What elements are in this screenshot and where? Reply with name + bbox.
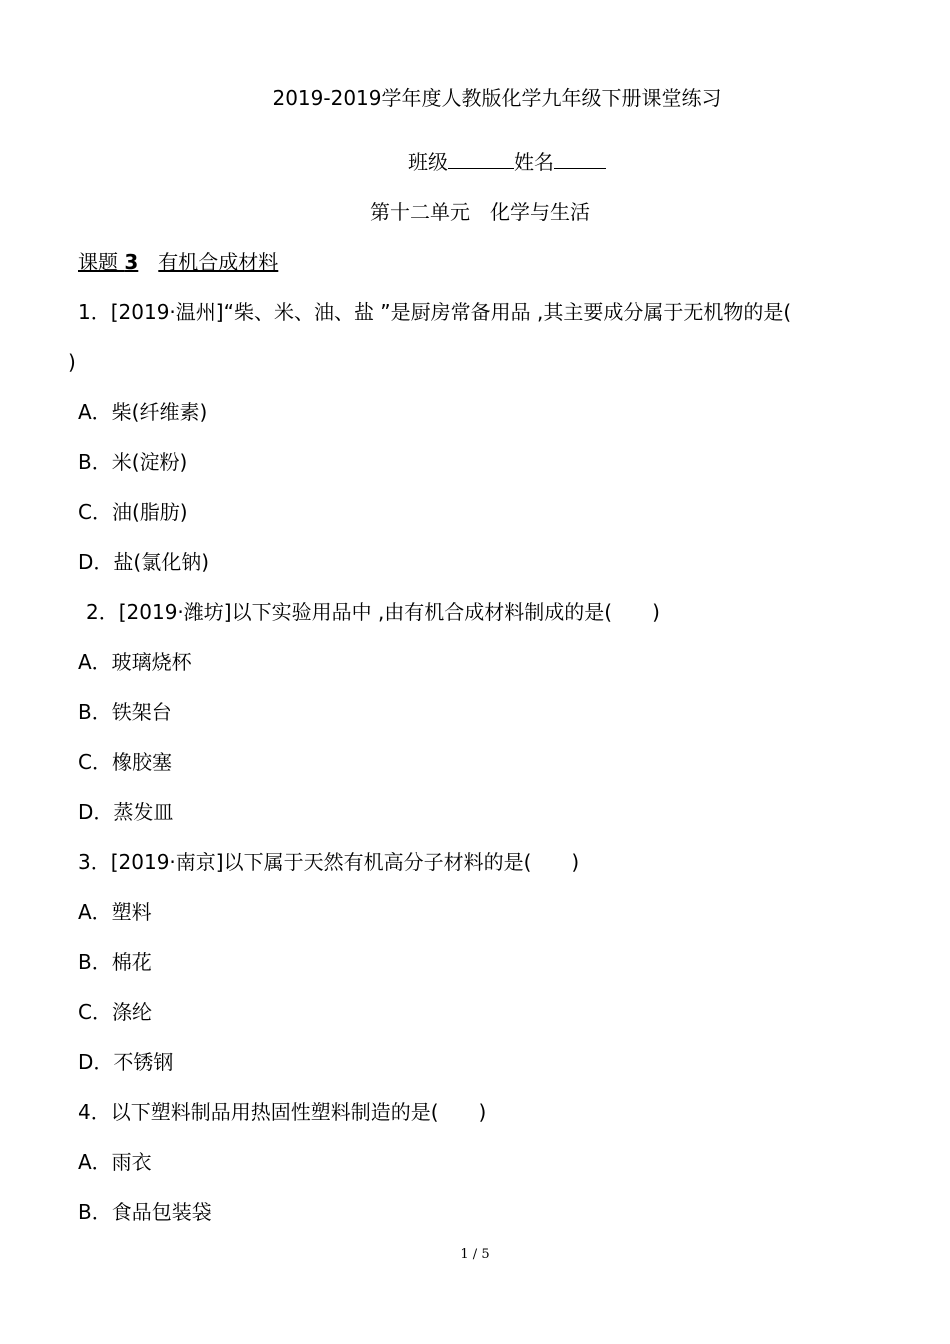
- question-2-option-a: A．玻璃烧杯: [78, 650, 192, 674]
- question-2-option-d: D．蒸发皿: [78, 800, 174, 824]
- question-1-option-c: C．油(脂肪): [78, 500, 188, 524]
- document-title: 2019-2019学年度人教版化学九年级下册课堂练习: [272, 86, 722, 110]
- question-2-stem: 2．[2019·潍坊]以下实验用品中 ,由有机合成材料制成的是( ): [86, 600, 660, 624]
- name-blank[interactable]: [554, 148, 606, 169]
- page-number: 1 / 5: [460, 1247, 490, 1262]
- question-3-option-b: B．棉花: [78, 950, 152, 974]
- lesson-prefix: 课题: [78, 250, 118, 274]
- question-1-option-a: A．柴(纤维素): [78, 400, 208, 424]
- unit-title: 第十二单元 化学与生活: [370, 200, 590, 224]
- question-3-stem: 3．[2019·南京]以下属于天然有机高分子材料的是( ): [78, 850, 580, 874]
- question-3-option-d: D．不锈钢: [78, 1050, 174, 1074]
- class-label: 班级: [408, 150, 448, 174]
- class-blank[interactable]: [448, 148, 514, 169]
- question-1-option-b: B．米(淀粉): [78, 450, 188, 474]
- question-1-stem-continued: ): [68, 350, 76, 374]
- lesson-name: 有机合成材料: [158, 250, 279, 274]
- question-2-option-b: B．铁架台: [78, 700, 172, 724]
- class-name-line: [32, 148, 950, 176]
- question-2-option-c: C．橡胶塞: [78, 750, 172, 774]
- lesson-number: 3: [124, 250, 139, 274]
- question-3-option-c: C．涤纶: [78, 1000, 152, 1024]
- question-4-option-b: B．食品包装袋: [78, 1200, 212, 1224]
- question-1-option-d: D．盐(氯化钠): [78, 550, 210, 574]
- question-1-stem: 1．[2019·温州]“柴、米、油、盐 ”是厨房常备用品 ,其主要成分属于无机物的是(: [78, 300, 792, 324]
- question-4-option-a: A．雨衣: [78, 1150, 152, 1174]
- lesson-heading: [78, 248, 298, 276]
- name-label: 姓名: [514, 150, 554, 174]
- question-3-option-a: A．塑料: [78, 900, 152, 924]
- question-4-stem: 4．以下塑料制品用热固性塑料制造的是( ): [78, 1100, 487, 1124]
